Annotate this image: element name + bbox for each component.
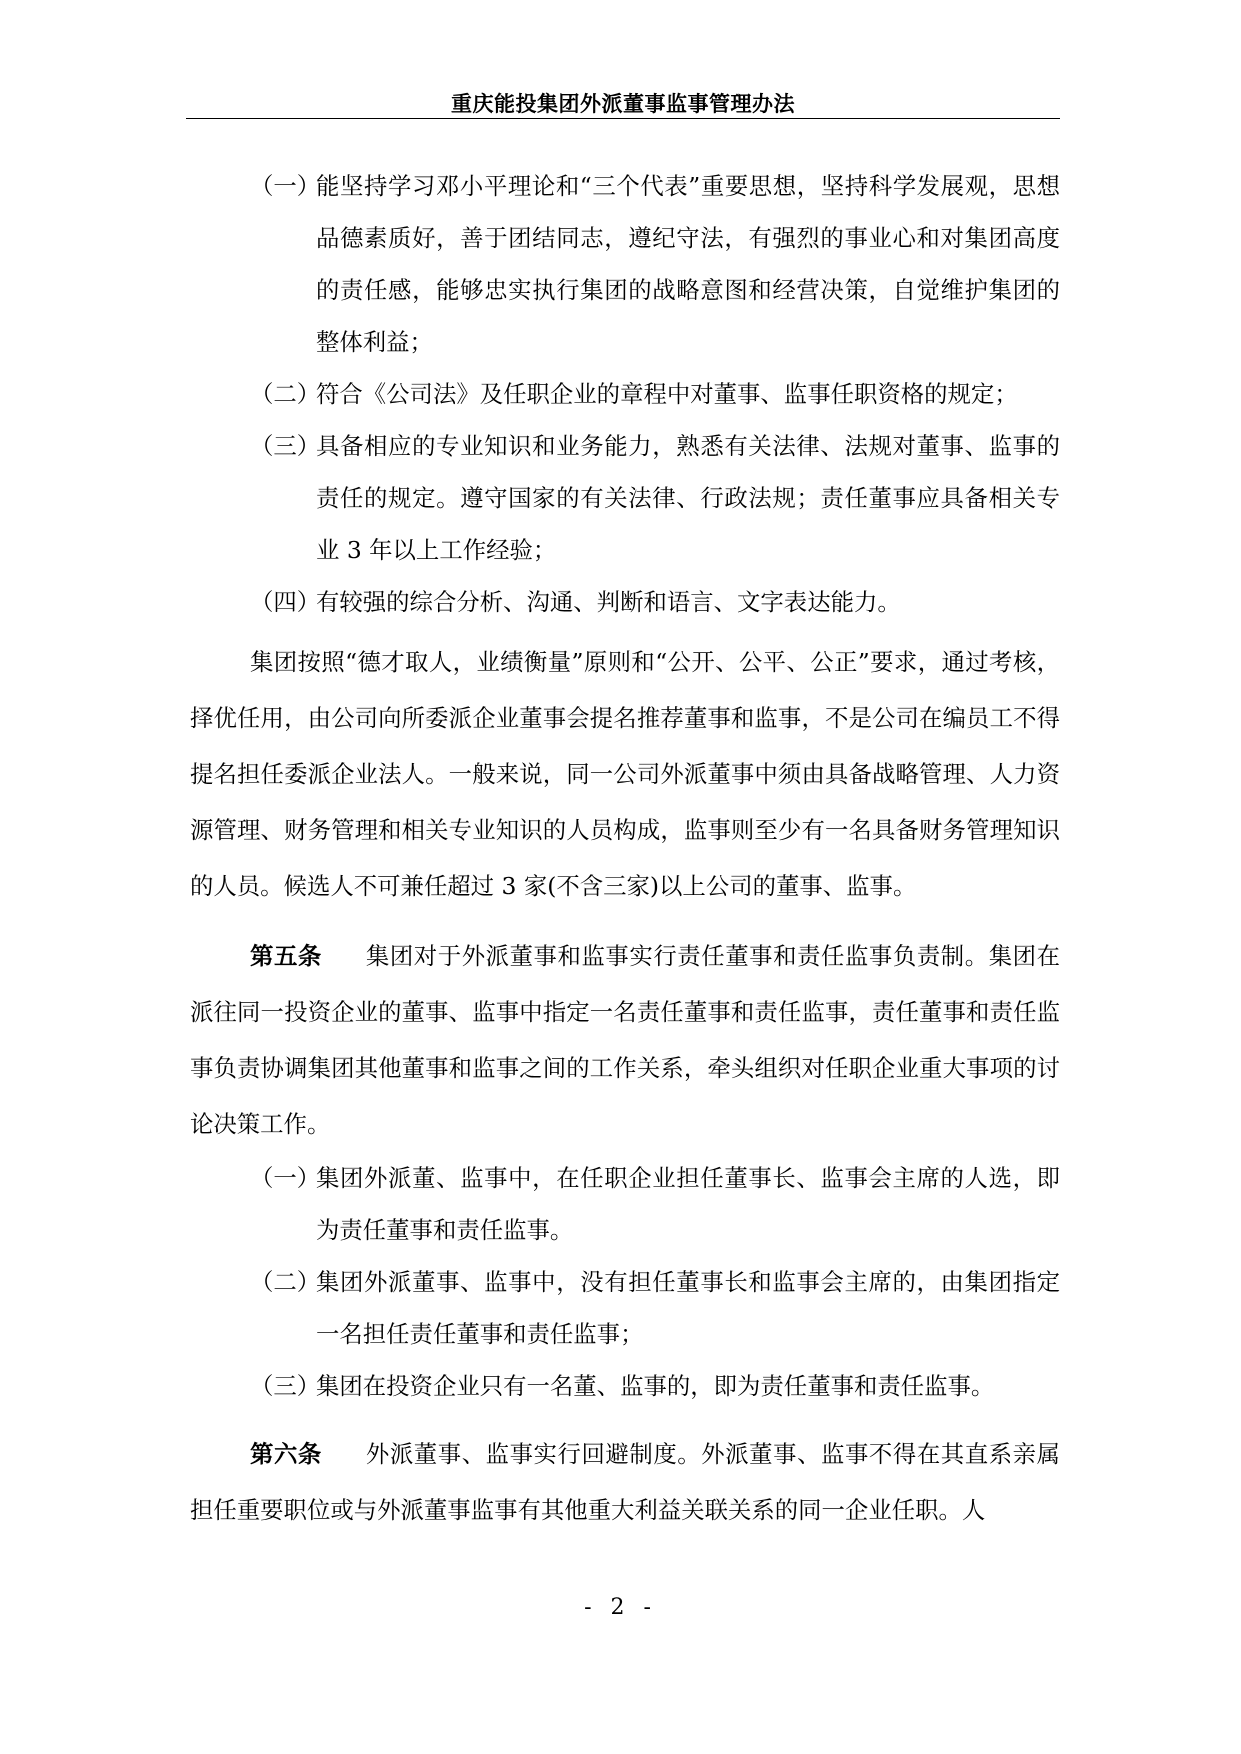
list-item-text: 集团外派董、监事中，在任职企业担任董事长、监事会主席的人选，即为责任董事和责任监事。 (316, 1164, 1060, 1244)
page-number: - 2 - (584, 1595, 657, 1620)
list-item-number: （四） (250, 588, 321, 616)
document-body (190, 160, 1060, 1538)
list-item-text: 具备相应的专业知识和业务能力，熟悉有关法律、法规对董事、监事的责任的规定。遵守国家的有关法律、行政法规；责任董事应具备相关专业 3 年以上工作经验； (316, 432, 1060, 564)
list-item (190, 160, 1060, 368)
list-item-text: 有较强的综合分析、沟通、判断和语言、文字表达能力。 (316, 588, 901, 616)
list-item-number: （三） (250, 1372, 321, 1400)
list-item-text: 符合《公司法》及任职企业的章程中对董事、监事任职资格的规定； (316, 380, 1018, 408)
list-item-text: 能坚持学习邓小平理论和“三个代表”重要思想，坚持科学发展观，思想品德素质好，善于团结同志，遵纪守法，有强烈的事业心和对集团高度的责任感，能够忠实执行集团的战略意图和经营决策，自觉维护集团的整体利益； (316, 172, 1060, 356)
list-item-number: （一） (250, 1164, 321, 1192)
article-5-label: 第五条 (250, 942, 322, 970)
article-6-label: 第六条 (250, 1440, 322, 1468)
header-rule (186, 118, 1060, 119)
list-item (190, 576, 1060, 628)
list-item-text: 集团外派董事、监事中，没有担任董事长和监事会主席的，由集团指定一名担任责任董事和责任监事； (316, 1268, 1060, 1348)
running-header: 重庆能投集团外派董事监事管理办法 (451, 92, 795, 116)
list-item-number: （三） (250, 432, 321, 460)
list-item (190, 1256, 1060, 1360)
selection-paragraph: 集团按照“德才取人，业绩衡量”原则和“公开、公平、公正”要求，通过考核，择优任用，由公司向所委派企业董事会提名推荐董事和监事，不是公司在编员工不得提名担任委派企业法人。一般来说，同一公司外派董事中须由具备战略管理、人力资源管理、财务管理和相关专业知识的人员构成，监事则至少有一名具备财务管理知识的人员。候选人不可兼任超过 3 家(不含三家)以上公司的董事、监事。 (190, 648, 1060, 900)
list-item-number: （一） (250, 172, 321, 200)
article-6-text: 外派董事、监事实行回避制度。外派董事、监事不得在其直系亲属担任重要职位或与外派董事监事有其他重大利益关联关系的同一企业任职。人 (190, 1440, 1061, 1524)
list-item (190, 368, 1060, 420)
list-item-number: （二） (250, 380, 321, 408)
list-item-text: 集团在投资企业只有一名董、监事的，即为责任董事和责任监事。 (316, 1372, 995, 1400)
list-item (190, 420, 1060, 576)
article-5 (190, 928, 1060, 1152)
list-item-number: （二） (250, 1268, 321, 1296)
article-6 (190, 1426, 1060, 1538)
list-item (190, 1360, 1060, 1412)
article-5-text: 集团对于外派董事和监事实行责任董事和责任监事负责制。集团在派往同一投资企业的董事、监事中指定一名责任董事和责任监事，责任董事和责任监事负责协调集团其他董事和监事之间的工作关系，牵头组织对任职企业重大事项的讨论决策工作。 (190, 942, 1061, 1138)
list-item (190, 1152, 1060, 1256)
